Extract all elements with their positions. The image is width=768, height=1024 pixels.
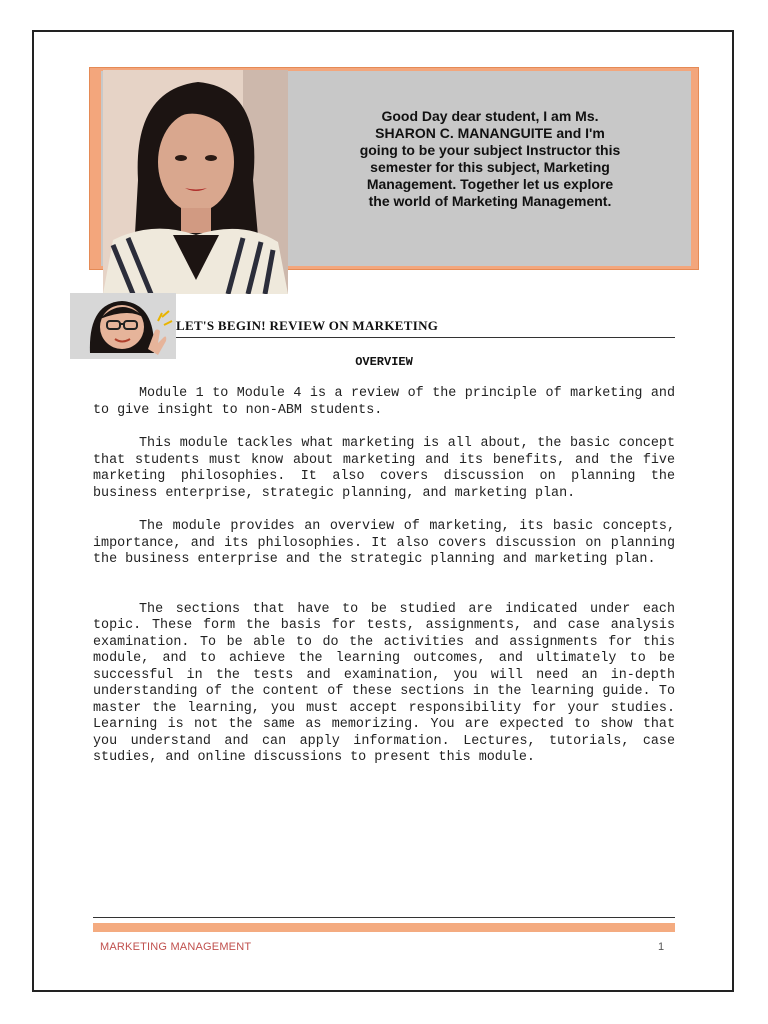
body-text — [93, 386, 675, 767]
page-number: 1 — [658, 941, 665, 953]
paragraph: The sections that have to be studied are indicated under each topic. These form the basis for tests, assignments, and case analysis examination. To be able to do the activities and assignments for this module, and to achieve the learning outcomes, and ultimately to be successful in the tests and examination, you will need an in-depth understanding of the content of these sections in the learning guide. To master the learning, you must accept responsibility for your studies. Learning is not the same as memorizing. You are expected to show that you understand and can apply information. Lectures, tutorials, case studies, and online discussions to present this module. — [93, 601, 675, 765]
instructor-photo-illustration — [103, 70, 288, 294]
section-heading: LET'S BEGIN! REVIEW ON MARKETING — [176, 318, 439, 333]
footer-title: MARKETING MANAGEMENT — [100, 941, 252, 953]
paragraph: This module tackles what marketing is all about, the basic concept that students must know about marketing and its benefits, and the five marketing philosophies. It also covers discussion on planning the business enterprise, strategic planning, and marketing plan. — [93, 436, 675, 501]
overview-title: OVERVIEW — [355, 355, 413, 369]
paragraph: The module provides an overview of marketing, its basic concepts, importance, and its philosophies. It also covers discussion on planning the business enterprise and the strategic planning and marketing plan. — [93, 519, 675, 567]
instructor-photo — [103, 70, 288, 294]
footer-divider — [93, 917, 675, 918]
bitmoji-avatar-icon — [70, 293, 176, 359]
heading-divider — [176, 337, 675, 338]
paragraph: Module 1 to Module 4 is a review of the principle of marketing and to give insight to non-ABM students. — [93, 386, 675, 418]
intro-message: Good Day dear student, I am Ms. SHARON C. MANANGUITE and I'm going to be your subject Instructor this semester for this subject, Marketing Management. Together let us explore the world of Marketing Management. — [359, 108, 621, 209]
footer-accent-bar — [93, 923, 675, 932]
avatar — [70, 293, 176, 359]
